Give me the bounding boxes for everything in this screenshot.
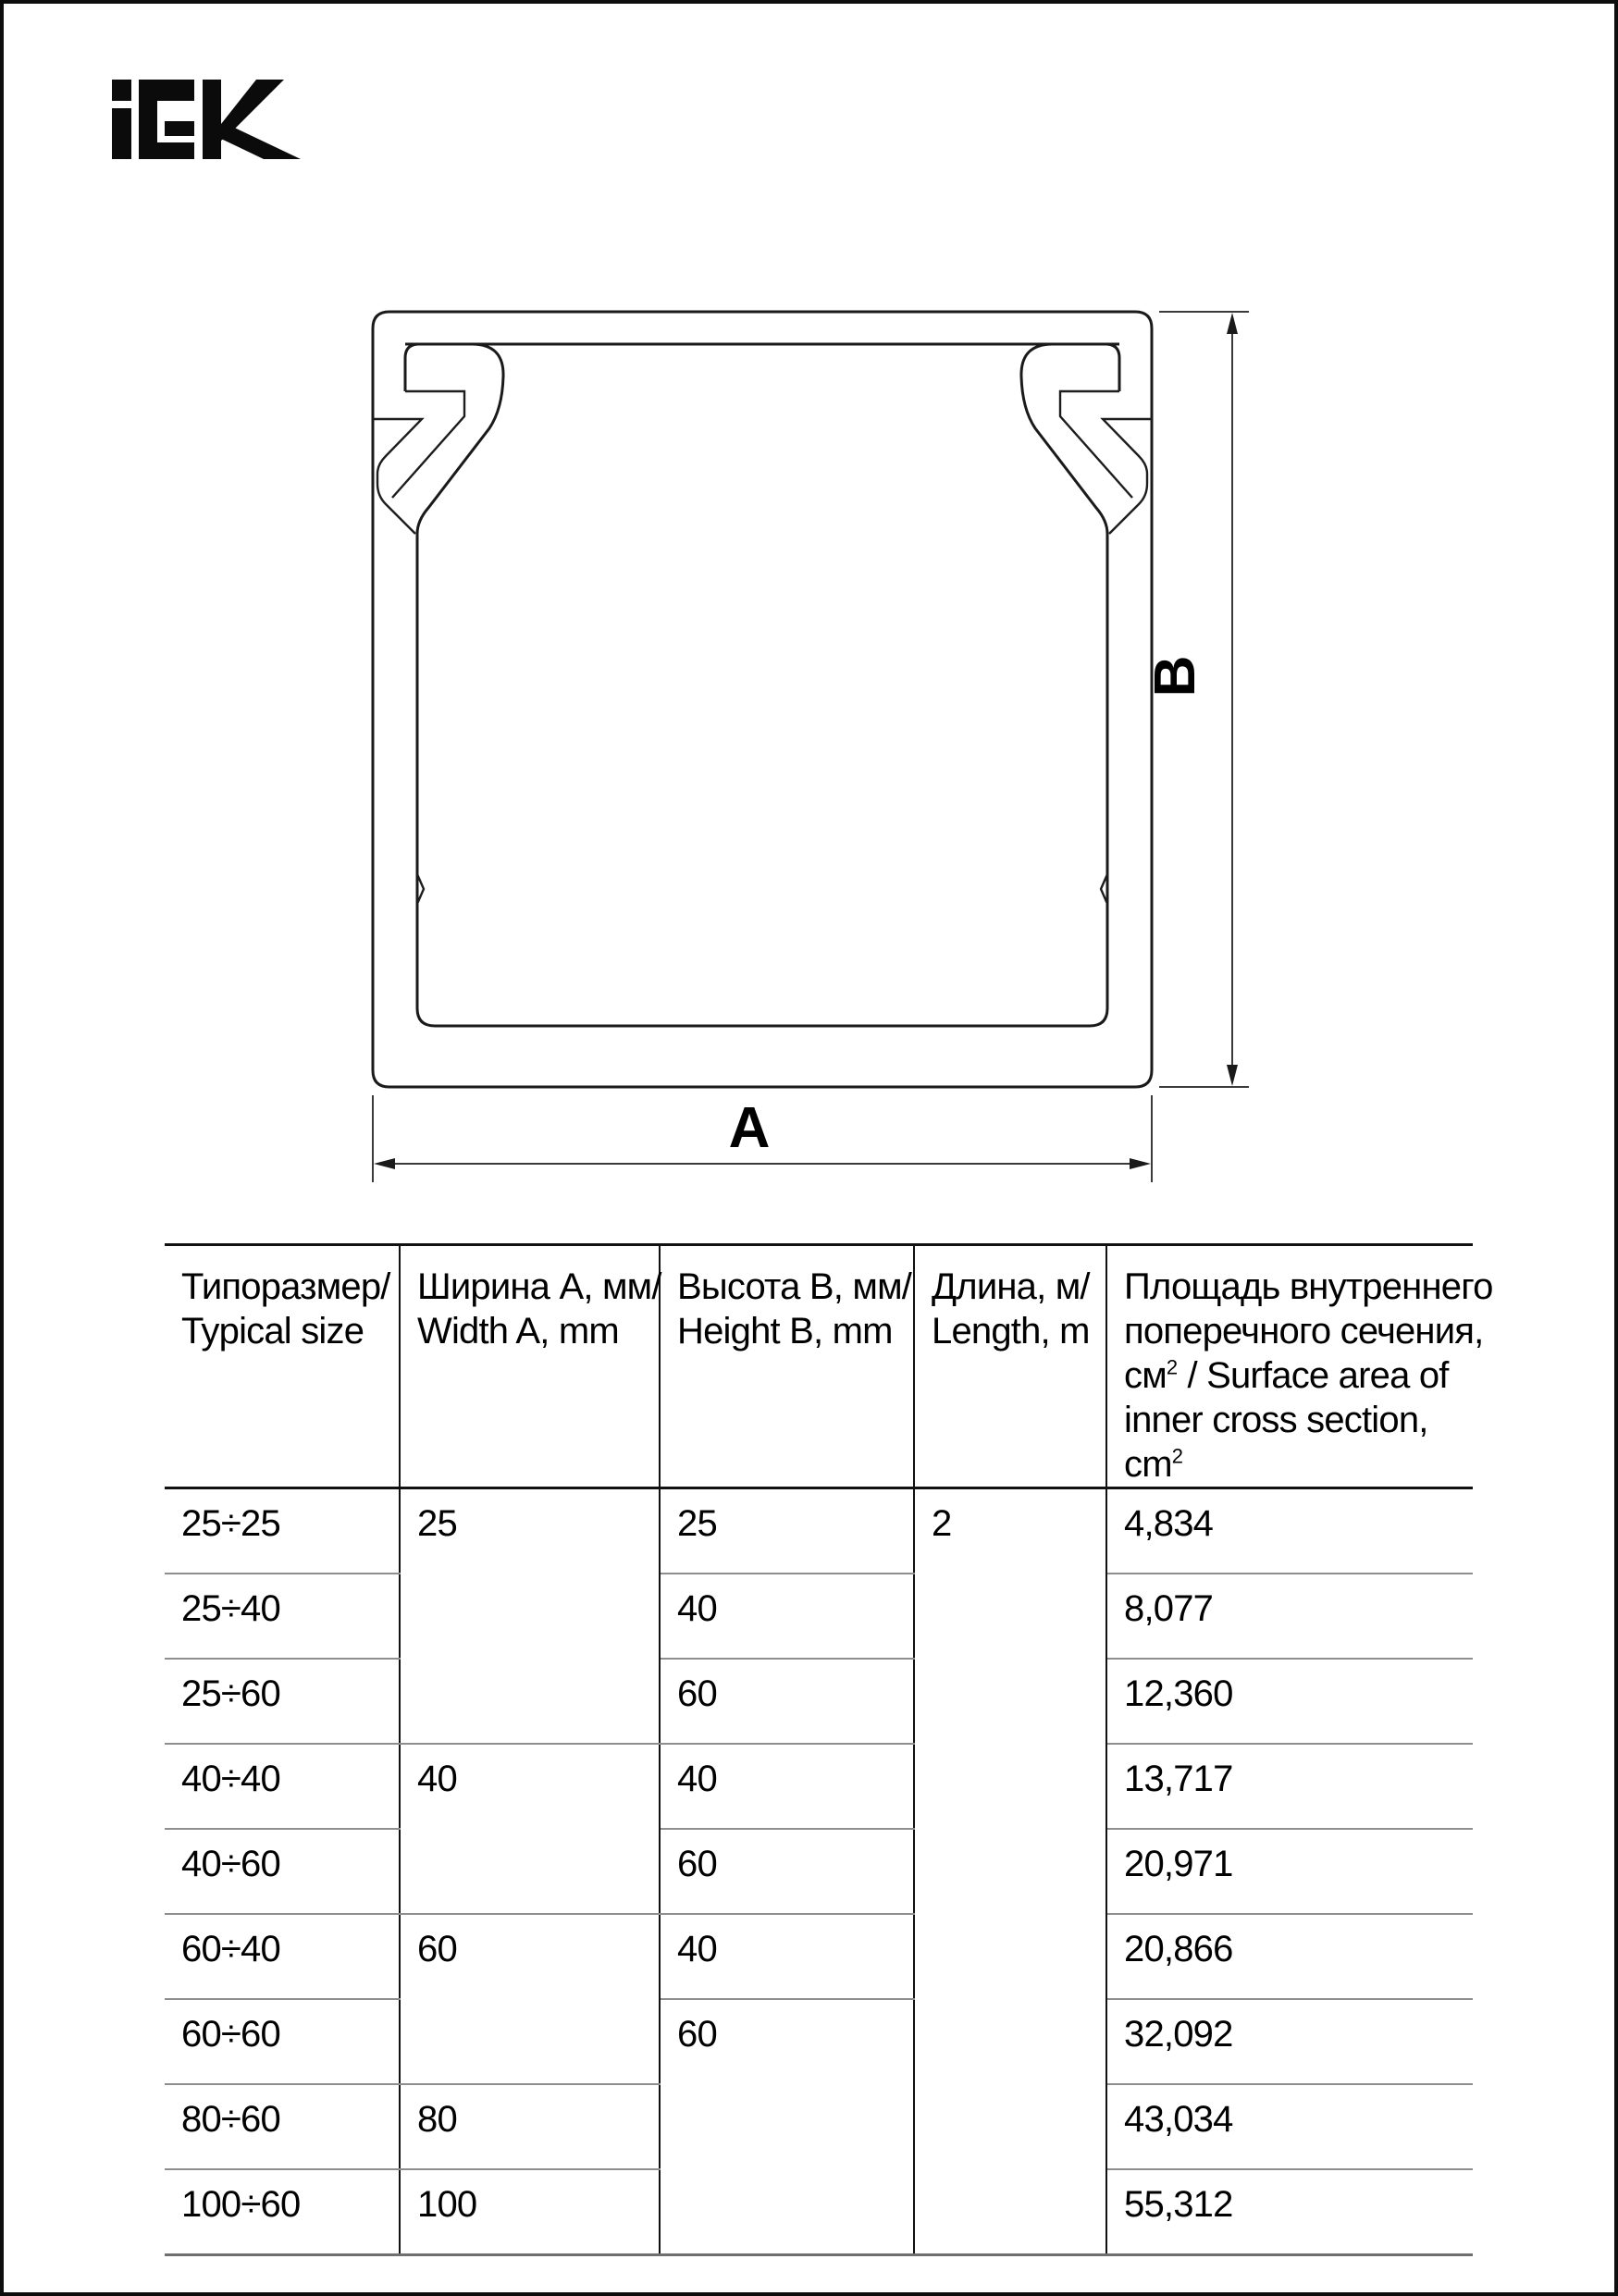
col-header-area: Площадь внутреннего поперечного сечения, $см^2$ / Surface area of inner cross section, $cm^2$ (1106, 1245, 1473, 1488)
cell-height: 60 (660, 1829, 914, 1914)
cross-section-drawing (4, 4, 1618, 1206)
cell-width: 25 (400, 1488, 660, 1745)
col-header-typical-size: Типоразмер/ Typical size (165, 1245, 400, 1488)
cell-area: 55,312 (1106, 2169, 1473, 2255)
cell-height: 40 (660, 1744, 914, 1829)
profile-cavity-and-clips (405, 344, 1119, 1026)
col-header-height: Высота В, мм/ Height B, mm (660, 1245, 914, 1488)
cell-height: 25 (660, 1488, 914, 1574)
dim-b-label: B (1143, 655, 1207, 697)
cell-height: 60 (660, 1659, 914, 1744)
table-row (165, 1829, 1473, 1914)
header-row (165, 1245, 1473, 1488)
cell-typical-size: 25÷25 (165, 1488, 400, 1574)
table-row (165, 1914, 1473, 1999)
cell-area: 4,834 (1106, 1488, 1473, 1574)
table-row (165, 1659, 1473, 1744)
cell-width: 40 (400, 1744, 660, 1914)
cell-area: 20,866 (1106, 1914, 1473, 1999)
cell-typical-size: 40÷60 (165, 1829, 400, 1914)
cell-length: 2 (914, 1488, 1106, 2255)
cell-area: 8,077 (1106, 1574, 1473, 1659)
cell-width: 60 (400, 1914, 660, 2084)
cell-height: 40 (660, 1574, 914, 1659)
cell-typical-size: 25÷40 (165, 1574, 400, 1659)
table-row (165, 1488, 1473, 1574)
cell-area: 13,717 (1106, 1744, 1473, 1829)
cell-typical-size: 100÷60 (165, 2169, 400, 2255)
dim-a-label: A (728, 1096, 771, 1160)
dimension-a (373, 1095, 1152, 1182)
cell-area: 20,971 (1106, 1829, 1473, 1914)
cell-typical-size: 60÷60 (165, 1999, 400, 2084)
cell-height: 40 (660, 1914, 914, 1999)
cell-area: 32,092 (1106, 1999, 1473, 2084)
table-row (165, 1574, 1473, 1659)
cell-width: 100 (400, 2169, 660, 2255)
size-table (165, 1243, 1493, 2256)
clip-left-detail (373, 391, 464, 534)
cell-typical-size: 60÷40 (165, 1914, 400, 1999)
cell-height: 60 (660, 1999, 914, 2255)
cell-typical-size: 40÷40 (165, 1744, 400, 1829)
cell-width: 80 (400, 2084, 660, 2169)
col-header-length: Длина, м/ Length, m (914, 1245, 1106, 1488)
cell-typical-size: 25÷60 (165, 1659, 400, 1744)
table-row (165, 1999, 1473, 2084)
col-header-width: Ширина А, мм/ Width A, mm (400, 1245, 660, 1488)
dimension-b (1143, 312, 1249, 1087)
table-row (165, 1744, 1473, 1829)
cell-area: 43,034 (1106, 2084, 1473, 2169)
clip-right-detail (1060, 391, 1152, 534)
cell-area: 12,360 (1106, 1659, 1473, 1744)
cell-typical-size: 80÷60 (165, 2084, 400, 2169)
